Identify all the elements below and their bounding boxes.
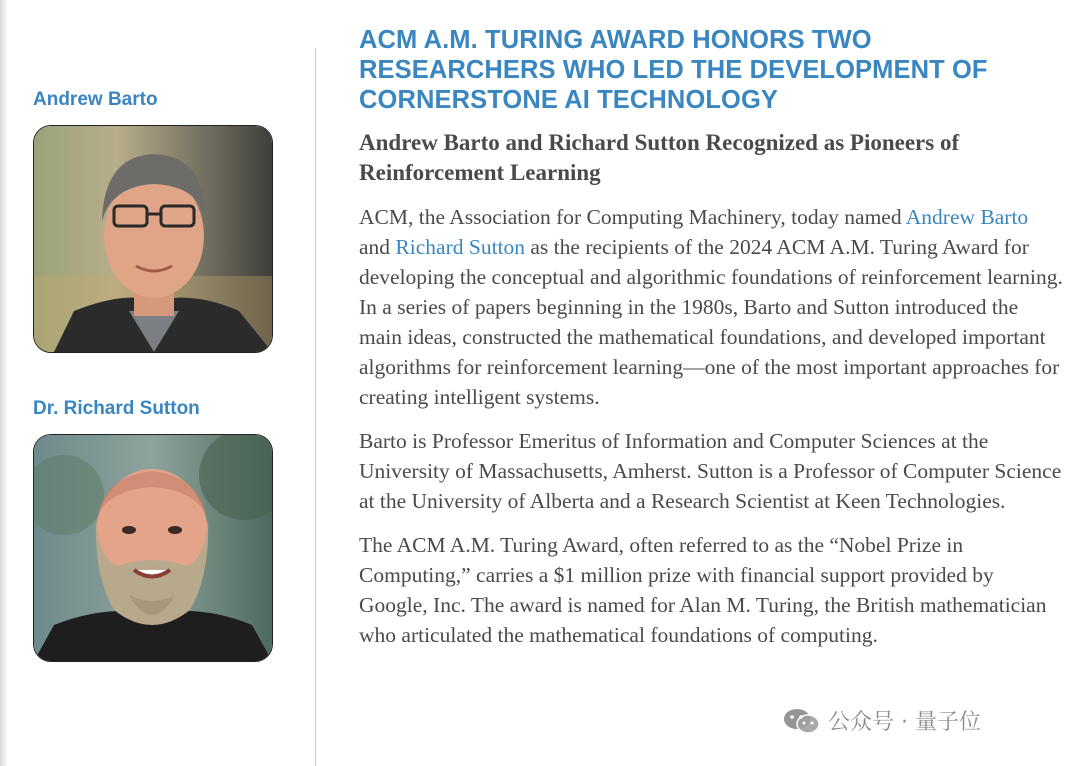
portrait-image — [34, 435, 272, 661]
article — [359, 25, 1064, 650]
article-subheadline: Andrew Barto and Richard Sutton Recognized as Pioneers of Reinforcement Learning — [359, 130, 960, 185]
watermark-text: 公众号 · 量子位 — [828, 710, 981, 735]
paragraph-1-text-start: ACM, the Association for Computing Machinery, today named — [359, 205, 906, 229]
person-name-sutton: Dr. Richard Sutton — [33, 398, 200, 419]
article-headline: ACM A.M. TURING AWARD HONORS TWO RESEARCHERS WHO LED THE DEVELOPMENT OF CORNERSTONE AI TECHNOLOGY — [359, 26, 988, 114]
link-richard-sutton[interactable]: Richard Sutton — [395, 235, 526, 259]
paragraph-1-text-between: and — [359, 235, 396, 259]
wechat-icon — [782, 706, 822, 736]
paragraph-1 — [359, 202, 1064, 412]
column-divider — [315, 48, 316, 766]
photo-sutton — [33, 434, 273, 662]
link-andrew-barto[interactable]: Andrew Barto — [905, 205, 1029, 229]
watermark — [782, 705, 981, 736]
person-name-barto: Andrew Barto — [33, 89, 158, 110]
paragraph-2: Barto is Professor Emeritus of Information and Computer Sciences at the University of Massachusetts, Amherst. Sutton is a Professor of Computer Science at the University of Alberta and a Research Scientist at Keen Technologies. — [359, 429, 1062, 513]
paragraph-1-text-end: as the recipients of the 2024 ACM A.M. Turing Award for developing the conceptual and algorithmic foundations of reinforcement learning. In a series of papers beginning in the 1980s, Barto and Sutton introduced the main ideas, constructed the mathematical foundations, and developed important algorithms for reinforcement learning—one of the most important approaches for creating intelligent systems. — [359, 235, 1063, 409]
paragraph-3: The ACM A.M. Turing Award, often referred to as the “Nobel Prize in Computing,” carries a $1 million prize with financial support provided by Google, Inc. The award is named for Alan M. Turing, the British mathematician who articulated the mathematical foundations of computing. — [359, 533, 1047, 647]
photo-barto — [33, 125, 273, 353]
portrait-image — [34, 126, 272, 352]
left-edge-shadow — [0, 0, 8, 766]
